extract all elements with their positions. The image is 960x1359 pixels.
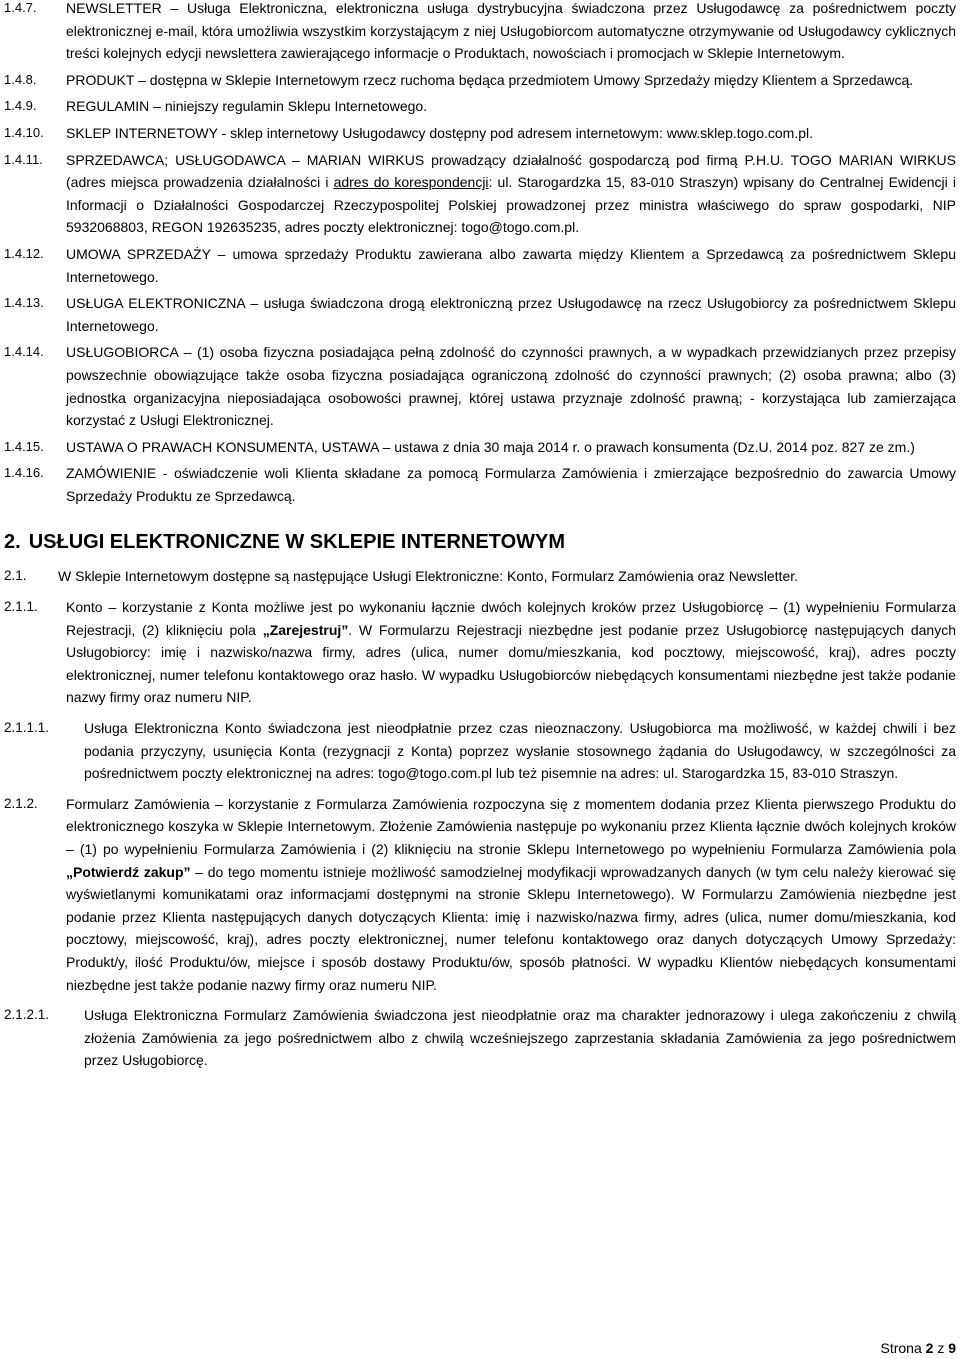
definition-text: USŁUGA ELEKTRONICZNA – usługa świadczona drogą elektroniczną przez Usługodawcę na rzecz Usługobiorcy za pośrednictwem Sklepu Internetowego. [66,295,956,334]
definition-term: USŁUGOBIORCA [66,344,179,361]
page-current: 2 [925,1340,934,1356]
address-link[interactable]: adres do korespondencji [333,174,489,191]
definition-1-4-14 [4,341,956,431]
paragraph-number: 2.1.1. [4,599,38,615]
page-label: Strona [880,1340,922,1356]
definition-term: USTAWA O PRAWACH KONSUMENTA, USTAWA [66,438,379,455]
definition-number: 1.4.13. [4,295,44,311]
definition-1-4-9 [4,95,956,118]
definition-term: USŁUGA ELEKTRONICZNA [66,295,245,312]
definition-term: NEWSLETTER [66,0,162,16]
definition-text: USŁUGOBIORCA – (1) osoba fizyczna posiadająca pełną zdolność do czynności prawnych, a w wypadkach przewidzianych przez przepisy powszechnie obowiązujące także osoba fizyczna posiadająca ograniczoną zdolność do czynności prawnych; (2) osoba prawna; albo (3) jednostka organizacyjna nieposiadająca osobowości prawnej, której ustawa przyznaje zdolność prawną; - korzystająca lub zamierzająca korzystać z Usługi Elektronicznej. [66,344,956,429]
definition-1-4-8 [4,69,956,92]
definition-number: 1.4.9. [4,98,37,114]
paragraph-number: 2.1. [4,568,27,584]
definition-text: REGULAMIN – niniejszy regulamin Sklepu Internetowego. [66,98,428,115]
paragraph-text: Formularz Zamówienia – korzystanie z Formularza Zamówienia rozpoczyna się z momentem dodania przez Klienta pierwszego Produktu do elektronicznego koszyka w Sklepie Internetowym. Złożenie Zamówienia następuje po wykonaniu przez Klienta łącznie dwóch kolejnych kroków – (1) po wypełnieniu Formularza Zamówienia i (2) kliknięciu na stronie Sklepu Internetowego po wypełnieniu Formularza Zamówienia pola „Potwierdź zakup” – do tego momentu istnieje możliwość samodzielnej modyfikacji wprowadzanych danych (w tym celu należy kierować się wyświetlanymi komunikatami oraz informacjami dostępnymi na stronie Sklepu Internetowego). W Formularzu Zamówienia niezbędne jest podanie przez Klienta następujących danych dotyczących Klienta: imię i nazwisko/nazwa firmy, adres (ulica, numer domu/mieszkania, kod pocztowy, miejscowość, kraj), adres poczty elektronicznej, numer telefonu kontaktowego oraz danych dotyczących Umowy Sprzedaży: Produkt/y, ilość Produktu/ów, miejsce i sposób dostawy Produktu/ów, sposób płatności. W wypadku Klientów niebędących konsumentami niezbędne jest także podanie nazwy firmy oraz numeru NIP. [66,795,956,993]
paragraph-number: 2.1.2.1. [4,1007,50,1023]
paragraph-2-1-2 [4,793,956,996]
paragraph-text: Konto – korzystanie z Konta możliwe jest po wykonaniu łącznie dwóch kolejnych kroków przez Usługobiorcę – (1) wypełnieniu Formularza Rejestracji, (2) kliknięciu pola „Zarejestruj”. W Formularzu Rejestracji niezbędne jest podanie przez Usługobiorcę następujących danych Usługobiorcy: imię i nazwisko/nazwa firmy, adres (ulica, numer domu/mieszkania, kod pocztowy, miejscowość, kraj), adres poczty elektronicznej, numer telefonu kontaktowego oraz hasło. W wypadku Usługobiorców niebędących konsumentami niezbędne jest także podanie nazwy firmy oraz numeru NIP. [66,599,956,706]
definition-number: 1.4.10. [4,124,44,140]
page-separator: z [937,1340,945,1356]
page-total: 9 [948,1340,956,1356]
definition-1-4-13 [4,292,956,337]
definition-1-4-16 [4,462,956,507]
register-field-label: „Zarejestruj” [262,621,349,638]
section-heading [4,529,956,555]
paragraph-text: Usługa Elektroniczna Konto świadczona jest nieodpłatnie przez czas nieoznaczony. Usługobiorca ma możliwość, w każdej chwili i bez podania przyczyny, usunięcia Konta (rezygnacji z Konta) poprzez wysłanie stosownego żądania do Usługodawcy, w szczególności za pośrednictwem poczty elektronicznej na adres: togo@togo.com.pl lub też pisemnie na adres: ul. Starogardzka 15, 83-010 Straszyn. [84,720,956,782]
definition-text: SPRZEDAWCA; USŁUGODAWCA – MARIAN WIRKUS prowadzący działalność gospodarczą pod firmą P.H.U. TOGO MARIAN WIRKUS (adres miejsca prowadzenia działalności i adres do korespondencji: ul. Starogardzka 15, 83-010 Straszyn) wpisany do Centralnej Ewidencji i Informacji o Działalności Gospodarczej Rzeczypospolitej Polskiej prowadzonej przez ministra właściwego do spraw gospodarki, NIP 5932068803, REGON 192635235, adres poczty elektronicznej: togo@togo.com.pl. [66,151,957,236]
paragraph-text: W Sklepie Internetowym dostępne są następujące Usługi Elektroniczne: Konto, Formularz Zamówienia oraz Newsletter. [58,568,799,585]
definition-term: PRODUKT [66,71,135,88]
definition-term: UMOWA SPRZEDAŻY [66,245,211,262]
definition-number: 1.4.15. [4,438,44,454]
section-title: USŁUGI ELEKTRONICZNE W SKLEPIE INTERNETOWYM [28,531,565,554]
definition-1-4-7 [4,0,956,65]
confirm-purchase-label: „Potwierdź zakup” [66,863,191,880]
definition-text: NEWSLETTER – Usługa Elektroniczna, elektroniczna usługa dystrybucyjna świadczona przez Usługodawcę za pośrednictwem poczty elektronicznej e-mail, która umożliwia wszystkim korzystającym z niej Usługobiorcom automatyczne otrzymywanie od Usługodawcy cyklicznych treści kolejnych edycji newslettera zawierającego informacje o Produktach, nowościach i promocjach w Sklepie Internetowym. [66,0,956,62]
definition-term: ZAMÓWIENIE [66,465,157,482]
definition-text: UMOWA SPRZEDAŻY – umowa sprzedaży Produktu zawierana albo zawarta między Klientem a Sprzedawcą za pośrednictwem Sklepu Internetowego. [66,245,956,285]
paragraph-2-1-1-1 [4,717,956,785]
definition-term: SPRZEDAWCA; USŁUGODAWCA [66,151,286,168]
definition-number: 1.4.16. [4,465,44,481]
definition-text: PRODUKT – dostępna w Sklepie Internetowym rzecz ruchoma będąca przedmiotem Umowy Sprzedaży między Klientem a Sprzedawcą. [66,71,914,88]
paragraph-number: 2.1.1.1. [4,720,50,736]
definition-term: SKLEP INTERNETOWY [66,124,218,141]
definition-1-4-11 [4,149,956,239]
definition-number: 1.4.12. [4,245,44,261]
definition-text: SKLEP INTERNETOWY - sklep internetowy Usługodawcy dostępny pod adresem internetowym: www.sklep.togo.com.pl. [66,124,813,141]
definition-text: ZAMÓWIENIE - oświadczenie woli Klienta składane za pomocą Formularza Zamówienia i zmierzające bezpośrednio do zawarcia Umowy Sprzedaży Produktu ze Sprzedawcą. [66,465,956,504]
definition-number: 1.4.11. [4,151,43,167]
definition-1-4-12 [4,243,956,288]
definition-term: REGULAMIN [66,98,150,115]
paragraph-2-1-1 [4,596,956,709]
definition-number: 1.4.14. [4,344,44,360]
section-number: 2. [4,531,21,554]
definition-1-4-10 [4,122,956,145]
paragraph-number: 2.1.2. [4,795,38,811]
paragraph-2-1 [4,565,956,588]
definition-number: 1.4.8. [4,71,37,87]
paragraph-2-1-2-1 [4,1004,956,1072]
page-footer [880,1339,956,1357]
paragraph-text: Usługa Elektroniczna Formularz Zamówienia świadczona jest nieodpłatnie oraz ma charakter jednorazowy i ulega zakończeniu z chwilą złożenia Zamówienia za jego pośrednictwem albo z chwilą wcześniejszego zaprzestania składania Zamówienia za jego pośrednictwem przez Usługobiorcę. [84,1007,956,1069]
definition-1-4-15 [4,436,956,459]
definition-number: 1.4.7. [4,0,37,15]
definition-text: USTAWA O PRAWACH KONSUMENTA, USTAWA – ustawa z dnia 30 maja 2014 r. o prawach konsumenta (Dz.U. 2014 poz. 827 ze zm.) [66,438,915,455]
